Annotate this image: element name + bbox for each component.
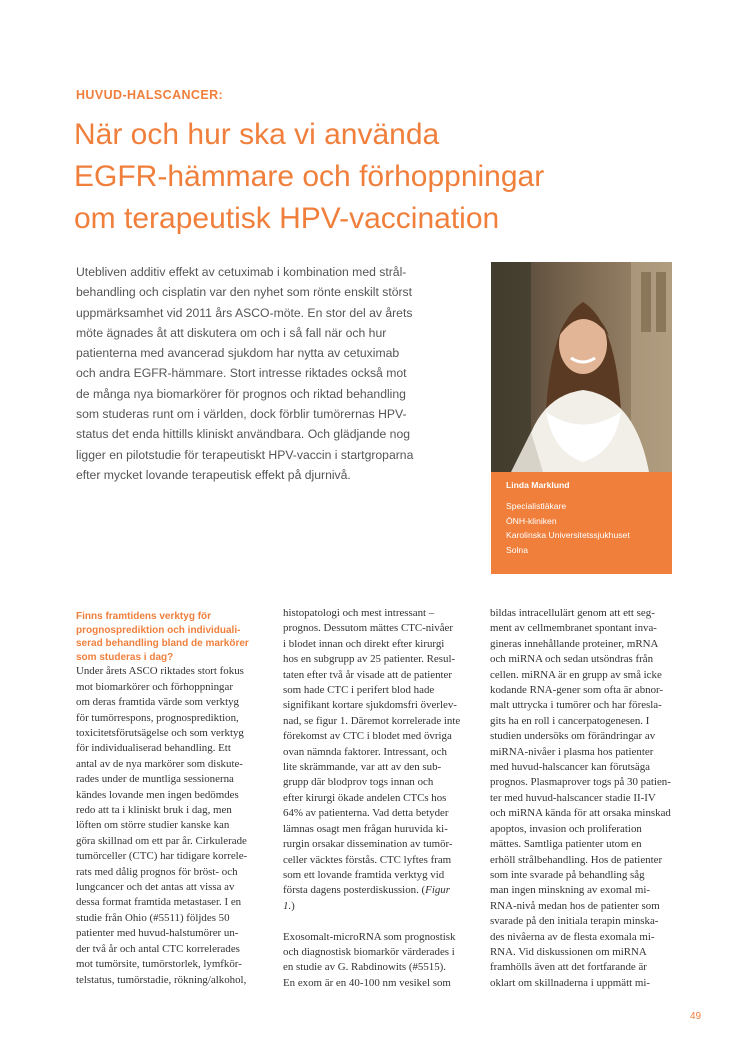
body-line: prognos. Dessutom mättes CTC-nivåer xyxy=(283,622,453,635)
body-line: ment av cellmembranet spontant inva- xyxy=(490,622,657,635)
body-line: som hade CTC i perifert blod hade xyxy=(283,684,435,697)
body-line: der två år och antal CTC korrelerades xyxy=(76,942,240,955)
body-line: celler väcktes förstås. CTC lyftes fram xyxy=(283,853,452,866)
body-line: och miRNA kända för att orsaka minskad xyxy=(490,807,671,820)
body-line: om deras framtida värde som verktyg xyxy=(76,696,240,709)
body-line: mot biomarkörer och förhoppningar xyxy=(76,680,233,693)
body-line: för tumörrespons, prognosprediktion, xyxy=(76,711,239,724)
subheading xyxy=(76,610,262,664)
body-line: som inte svarade på behandling såg xyxy=(490,868,645,881)
body-line: oklart om skillnaderna i uppmätt mi- xyxy=(490,976,650,989)
body-line: hos en subgrupp av 25 patienter. Resul- xyxy=(283,653,456,666)
body-line: man ingen minskning av exomal mi- xyxy=(490,884,651,897)
body-line: tumörceller (CTC) har tidigare korrele- xyxy=(76,850,248,863)
body-line: rurgin orsakar dissemination av tumör- xyxy=(283,838,453,851)
body-line: Under årets ASCO riktades stort fokus xyxy=(76,665,244,678)
body-line: RNA. Vid diskussionen om miRNA xyxy=(490,945,647,958)
figure-reference: Figur xyxy=(425,884,450,897)
author-hospital: Karolinska Universitetssjukhuset xyxy=(506,530,630,541)
body-line: löften om större studier kanske kan xyxy=(76,819,230,832)
body-line: gineras innehållande proteiner, mRNA xyxy=(490,637,659,650)
body-line: förekomst av CTC i blodet med övriga xyxy=(283,730,452,743)
body-column-3 xyxy=(490,606,676,991)
body-line: redo att ta i kliniskt bruk i dag, men xyxy=(76,804,232,817)
body-line: rats med dålig prognos för bröst- och xyxy=(76,865,238,878)
title-line: När och hur ska vi använda xyxy=(74,118,440,151)
body-line: dessa format framtida metastaser. I en xyxy=(76,896,242,909)
body-line: miRNA-nivåer i plasma hos patienter xyxy=(490,745,654,758)
body-line: histopatologi och mest intressant – xyxy=(283,607,435,619)
lead-line: och andra EGFR-hämmare. Stort intresse riktades också mot xyxy=(76,366,407,381)
body-line: des nivåerna av de flesta exomala mi- xyxy=(490,930,655,943)
body-line: lämnas osagt men frågan huruvida ki- xyxy=(283,822,448,835)
body-line: framhölls även att det fortfarande är xyxy=(490,961,647,974)
body-line: svarade på den initiala terapin minska- xyxy=(490,915,659,928)
body-line: signifikant kortare sjukdomsfri överlev- xyxy=(283,699,457,712)
lead-paragraph xyxy=(76,262,476,485)
body-line: Exosomalt-microRNA som prognostisk xyxy=(283,930,456,943)
body-column-2 xyxy=(283,606,469,991)
lead-line: möte ägnades åt att diskutera om och i så fall när och hur xyxy=(76,325,387,340)
body-line: efter kirurgi ökade andelen CTCs hos xyxy=(283,791,447,804)
body-line-text: första dagens posterdiskussion. ( xyxy=(283,884,426,897)
body-line: göra skillnad om ett par år. Cirkulerade xyxy=(76,834,247,847)
author-clinic: ÖNH-kliniken xyxy=(506,515,557,526)
body-line: erhöll strålbehandling. Hos de patienter xyxy=(490,853,663,866)
body-line: lungcancer och det antas att vissa av xyxy=(76,881,235,894)
body-line: 64% av patienterna. Vad detta betyder xyxy=(283,807,449,820)
lead-line: patienterna med avancerad sjukdom har nytta av cetuximab xyxy=(76,346,400,361)
article-title xyxy=(74,114,674,240)
body-line: i blodet innan och direkt efter kirurgi xyxy=(283,637,445,650)
body-line: RNA-nivå medan hos de patienter som xyxy=(490,899,660,912)
title-line: EGFR-hämmare och förhoppningar xyxy=(74,160,545,193)
subheading-line: serad behandling bland de markörer xyxy=(76,638,249,650)
body-line-text: ) xyxy=(291,899,295,912)
lead-line: status det enda hittills kliniskt användbara. Och glädjande nog xyxy=(76,427,411,442)
body-line xyxy=(283,899,469,914)
body-line: gits ha en roll i cancerpatogenesen. I xyxy=(490,714,650,727)
lead-line: ligger en pilotstudie för terapeutiskt HPV-vaccin i startgroparna xyxy=(76,447,414,462)
body-line: prognos. Plasmaprover togs på 30 patien- xyxy=(490,776,671,789)
body-line: mot tumörsite, tumörstorlek, lymfkör- xyxy=(76,958,242,971)
lead-line: Utebliven additiv effekt av cetuximab i kombination med strål- xyxy=(76,265,407,279)
body-line: toxicitetsförutsägelse och som verktyg xyxy=(76,727,244,739)
section-label: HUVUD-HALSCANCER: xyxy=(76,88,224,102)
body-line: patienter med huvud-halstumörer un- xyxy=(76,927,239,940)
body-line: kodande RNA-gener som ofta är abnor- xyxy=(490,684,664,697)
lead-line: efter mycket lovande terapeutisk effekt på djurnivå. xyxy=(76,467,351,482)
figure-reference: 1. xyxy=(283,899,292,912)
body-column-1 xyxy=(76,610,262,988)
body-line: en studie av G. Rabdinowits (#5515). xyxy=(283,961,447,974)
lead-line: de många nya biomarkörer för prognos och riktad behandling xyxy=(76,386,406,401)
body-line: cellen. miRNA är en grupp av små icke xyxy=(490,668,662,681)
body-line: med huvud-halscancer kan förutsäga xyxy=(490,761,650,774)
body-line xyxy=(283,883,469,898)
body-line: bildas intracellulärt genom att ett seg- xyxy=(490,607,655,619)
author-title: Specialistläkare xyxy=(506,501,567,512)
body-line: apoptos, invasion och proliferation xyxy=(490,822,642,835)
body-line: mättes. Samtliga patienter utom en xyxy=(490,838,642,851)
body-line: ovan nämnda faktorer. Intressant, och xyxy=(283,745,447,758)
body-line: som ett lovande framtida verktyg vid xyxy=(283,868,445,881)
body-line: rades under de muntliga sessionerna xyxy=(76,773,234,786)
body-line: och miRNA och sedan utsöndras från xyxy=(490,653,654,666)
subheading-line: som studeras i dag? xyxy=(76,651,174,663)
lead-line: behandling och cisplatin var den nyhet som rönte enskilt störst xyxy=(76,285,413,300)
page-number: 49 xyxy=(690,1011,702,1022)
body-line: malt uttrycka i tumörer och har föresla- xyxy=(490,699,662,712)
lead-line: uppmärksamhet vid 2011 års ASCO-möte. En stor del av årets xyxy=(76,305,413,320)
body-line: telstatus, tumörstadie, rökning/alkohol, xyxy=(76,973,247,986)
body-line: antal av de nya markörer som diskute- xyxy=(76,757,243,770)
body-line: lite skrämmande, var att av den sub- xyxy=(283,761,442,774)
body-line: En exom är en 40-100 nm vesikel som xyxy=(283,976,451,989)
author-photo xyxy=(491,262,672,472)
body-line: taten efter två år visade att de patienter xyxy=(283,668,453,681)
body-line: nad, se figur 1. Däremot korrelerade inte xyxy=(283,714,461,727)
body-line: grupp där blodprov togs innan och xyxy=(283,776,434,789)
body-line: och diagnostisk biomarkör värderades i xyxy=(283,945,455,958)
body-line: ter med huvud-halscancer stadie II-IV xyxy=(490,791,656,804)
author-location: Solna xyxy=(506,544,528,555)
author-name: Linda Marklund xyxy=(506,480,570,490)
body-line: kändes lovande men ingen bedömdes xyxy=(76,788,239,801)
body-line: för individualiserad behandling. Ett xyxy=(76,742,231,755)
body-line: studien undersöks om förändringar av xyxy=(490,730,656,743)
author-caption xyxy=(491,472,672,574)
body-line: studie från Ohio (#5511) följdes 50 xyxy=(76,911,230,924)
subheading-line: Finns framtidens verktyg för xyxy=(76,611,212,622)
lead-line: som studeras runt om i världen, dock förblir tumörernas HPV- xyxy=(76,407,407,422)
subheading-line: prognosprediktion och individuali- xyxy=(76,624,241,636)
title-line: om terapeutisk HPV-vaccination xyxy=(74,202,500,235)
